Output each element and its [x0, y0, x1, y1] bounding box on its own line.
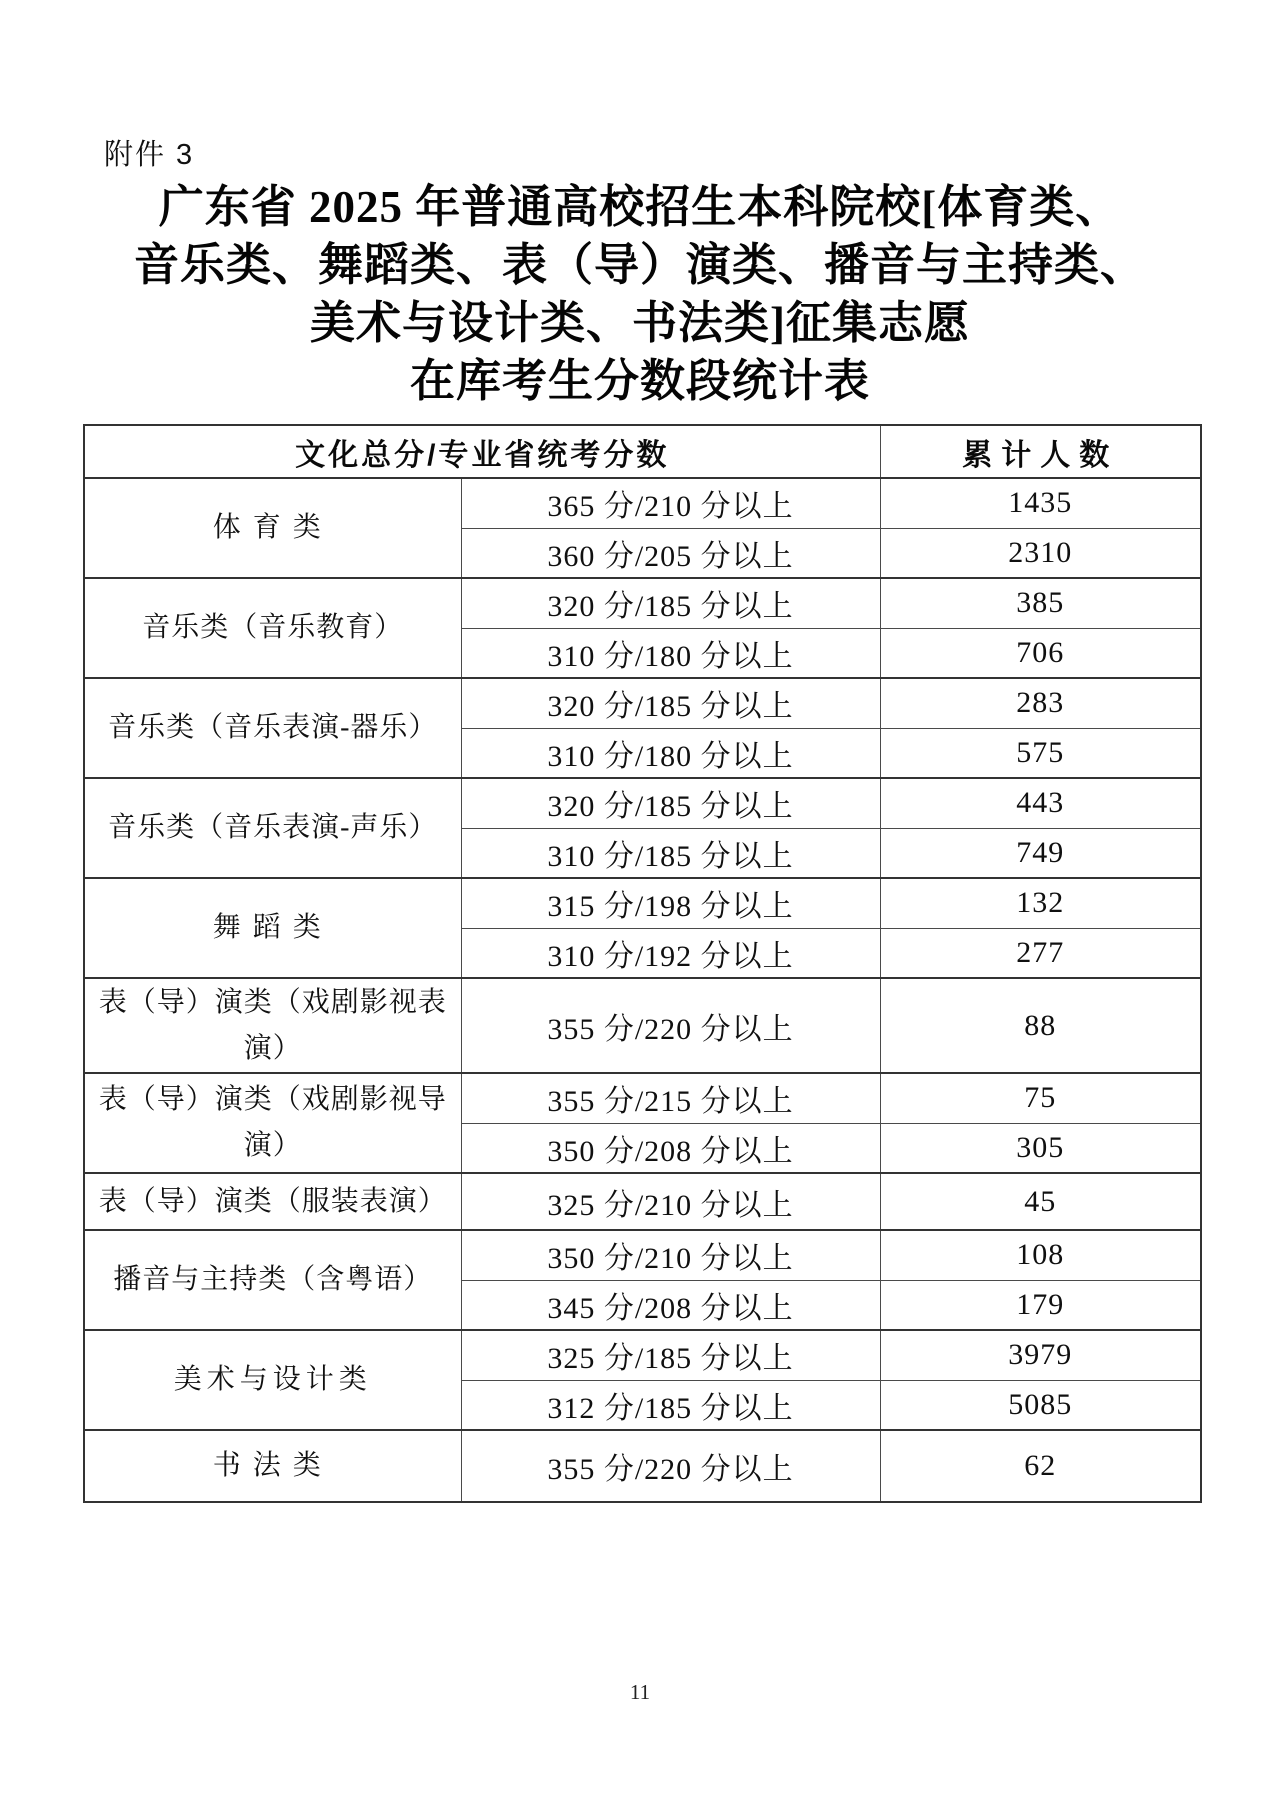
- page-number: 11: [629, 1680, 651, 1704]
- table-row: [84, 1073, 1201, 1123]
- title-line-2: 音乐类、舞蹈类、表（导）演类、播音与主持类、: [133, 240, 1146, 290]
- cumulative-count-cell: 88: [880, 978, 1201, 1073]
- category-cell: 表（导）演类（服装表演）: [84, 1173, 461, 1230]
- table-header-row: [84, 425, 1201, 478]
- title-line-4: 在库考生分数段统计表: [409, 356, 870, 406]
- score-range-cell: 312 分/185 分以上: [461, 1380, 880, 1430]
- table-row: [84, 478, 1201, 528]
- cumulative-count-cell: 45: [880, 1173, 1201, 1230]
- cumulative-count-cell: 179: [880, 1280, 1201, 1330]
- title-line-3: 美术与设计类、书法类]征集志愿: [310, 298, 970, 348]
- category-cell: 音乐类（音乐表演-器乐）: [84, 678, 461, 778]
- table-row: [84, 1430, 1201, 1502]
- document-title: [0, 178, 1280, 410]
- category-cell: 播音与主持类（含粤语）: [84, 1230, 461, 1330]
- cumulative-count-cell: 62: [880, 1430, 1201, 1502]
- header-score-column: 文化总分/专业省统考分数: [84, 425, 880, 478]
- category-cell: 体育类: [84, 478, 461, 578]
- score-range-cell: 325 分/185 分以上: [461, 1330, 880, 1380]
- attachment-label: 附件 3: [104, 139, 195, 171]
- table-row: [84, 678, 1201, 728]
- table-row: [84, 978, 1201, 1073]
- score-range-cell: 365 分/210 分以上: [461, 478, 880, 528]
- cumulative-count-cell: 443: [880, 778, 1201, 828]
- title-line-1: 广东省 2025 年普通高校招生本科院校[体育类、: [158, 182, 1122, 232]
- score-range-cell: 360 分/205 分以上: [461, 528, 880, 578]
- score-range-cell: 320 分/185 分以上: [461, 678, 880, 728]
- table-row: [84, 1173, 1201, 1230]
- score-range-cell: 310 分/180 分以上: [461, 628, 880, 678]
- cumulative-count-cell: 5085: [880, 1380, 1201, 1430]
- category-cell: 表（导）演类（戏剧影视表演）: [84, 978, 461, 1073]
- score-range-cell: 320 分/185 分以上: [461, 578, 880, 628]
- cumulative-count-cell: 385: [880, 578, 1201, 628]
- score-range-cell: 345 分/208 分以上: [461, 1280, 880, 1330]
- cumulative-count-cell: 75: [880, 1073, 1201, 1123]
- cumulative-count-cell: 575: [880, 728, 1201, 778]
- table-header: [84, 425, 1201, 478]
- score-range-cell: 310 分/180 分以上: [461, 728, 880, 778]
- category-cell: 表（导）演类（戏剧影视导演）: [84, 1073, 461, 1173]
- score-statistics-table: [83, 424, 1202, 1503]
- cumulative-count-cell: 3979: [880, 1330, 1201, 1380]
- category-cell: 舞蹈类: [84, 878, 461, 978]
- score-table-body: [84, 478, 1201, 1502]
- cumulative-count-cell: 108: [880, 1230, 1201, 1280]
- category-cell: 书法类: [84, 1430, 461, 1502]
- score-range-cell: 310 分/185 分以上: [461, 828, 880, 878]
- score-range-cell: 320 分/185 分以上: [461, 778, 880, 828]
- category-cell: 美术与设计类: [84, 1330, 461, 1430]
- table-row: [84, 1230, 1201, 1280]
- cumulative-count-cell: 1435: [880, 478, 1201, 528]
- score-range-cell: 350 分/210 分以上: [461, 1230, 880, 1280]
- cumulative-count-cell: 277: [880, 928, 1201, 978]
- table-row: [84, 1330, 1201, 1380]
- score-range-cell: 355 分/220 分以上: [461, 1430, 880, 1502]
- score-range-cell: 350 分/208 分以上: [461, 1123, 880, 1173]
- table-row: [84, 578, 1201, 628]
- cumulative-count-cell: 749: [880, 828, 1201, 878]
- score-range-cell: 310 分/192 分以上: [461, 928, 880, 978]
- category-cell: 音乐类（音乐教育）: [84, 578, 461, 678]
- table-row: [84, 778, 1201, 828]
- score-range-cell: 315 分/198 分以上: [461, 878, 880, 928]
- cumulative-count-cell: 305: [880, 1123, 1201, 1173]
- score-range-cell: 355 分/220 分以上: [461, 978, 880, 1073]
- cumulative-count-cell: 283: [880, 678, 1201, 728]
- header-count-column: 累计人数: [880, 425, 1201, 478]
- cumulative-count-cell: 706: [880, 628, 1201, 678]
- cumulative-count-cell: 132: [880, 878, 1201, 928]
- cumulative-count-cell: 2310: [880, 528, 1201, 578]
- score-range-cell: 325 分/210 分以上: [461, 1173, 880, 1230]
- table-row: [84, 878, 1201, 928]
- score-range-cell: 355 分/215 分以上: [461, 1073, 880, 1123]
- category-cell: 音乐类（音乐表演-声乐）: [84, 778, 461, 878]
